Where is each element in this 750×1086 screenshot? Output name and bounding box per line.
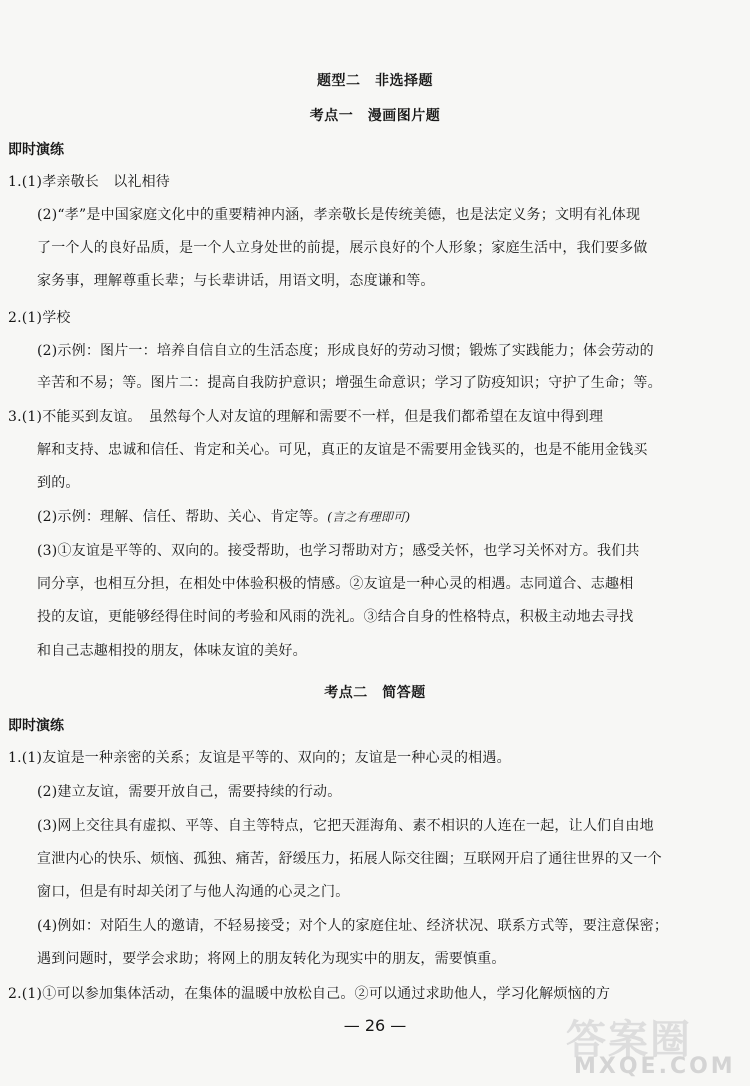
section-heading-2: 考点二 简答题 [324, 685, 426, 701]
page-title: 题型二 非选择题 [317, 73, 433, 89]
practice-label-1: 即时演练 [8, 142, 64, 158]
practice-label-2: 即时演练 [8, 718, 64, 734]
s1-q2-part2-line2: 辛苦和不易；等。图片二：提高自我防护意识；增强生命意识；学习了防疫知识；守护了生命；等。 [37, 375, 662, 391]
watermark-site: MXQE.COM [574, 1054, 736, 1079]
s2-q1-part3-line1: (3)网上交往具有虚拟、平等、自主等特点，它把天涯海角、素不相识的人连在一起，让人们自由地 [37, 818, 654, 834]
s1-q1-part1: 1.(1)孝亲敬长 以礼相待 [8, 174, 170, 190]
s2-q1-part2: (2)建立友谊，需要开放自己，需要持续的行动。 [37, 784, 342, 800]
watermark-glyphs: 答案圈 [566, 1017, 692, 1063]
s2-q1-part3-line3: 窗口，但是有时却关闭了与他人沟通的心灵之门。 [37, 884, 350, 900]
s1-q3-part3-line3: 投的友谊，更能够经得住时间的考验和风雨的洗礼。③结合自身的性格特点，积极主动地去寻找 [37, 609, 634, 625]
s2-q1-part4-line1: (4)例如：对陌生人的邀请，不轻易接受；对个人的家庭住址、经济状况、联系方式等，要注意保密； [37, 918, 669, 934]
s1-q2-part1: 2.(1)学校 [8, 310, 71, 326]
s2-q2-part1-line1: 2.(1)①可以参加集体活动，在集体的温暖中放松自己。②可以通过求助他人，学习化解烦恼的方 [8, 986, 611, 1002]
s1-q3-part1-line3: 到的。 [37, 475, 80, 491]
watermark-logo [560, 1000, 750, 1086]
s1-q1-part2-line3: 家务事，理解尊重长辈；与长辈讲话，用语文明，态度谦和等。 [37, 273, 435, 289]
s1-q3-part2 [37, 506, 410, 528]
s1-q3-part3-line2: 同分享，也相互分担，在相处中体验积极的情感。②友谊是一种心灵的相遇。志同道合、志趣相 [37, 576, 634, 592]
s1-q3-part2-text: (2)示例：理解、信任、帮助、关心、肯定等。 [37, 509, 328, 525]
s2-q1-part4-line2: 遇到问题时，要学会求助；将网上的朋友转化为现实中的朋友，需要慎重。 [37, 951, 506, 967]
s1-q1-part2-line2: 了一个人的良好品质，是一个人立身处世的前提，展示良好的个人形象；家庭生活中，我们要多做 [37, 240, 648, 256]
s1-q3-part3-line4: 和自己志趣相投的朋友，体味友谊的美好。 [37, 643, 307, 659]
s1-q2-part2-line1: (2)示例：图片一：培养自信自立的生活态度；形成良好的劳动习惯；锻炼了实践能力；体会劳动的 [37, 343, 654, 359]
s1-q1-part2-line1: (2)“孝”是中国家庭文化中的重要精神内涵，孝亲敬长是传统美德，也是法定义务；文明有礼体现 [37, 207, 641, 223]
s2-q1-part3-line2: 宣泄内心的快乐、烦恼、孤独、痛苦，舒缓压力，拓展人际交往圈；互联网开启了通往世界的又一个 [37, 851, 662, 867]
page-number: — 26 — [343, 1016, 407, 1035]
s2-q1-part1: 1.(1)友谊是一种亲密的关系；友谊是平等的、双向的；友谊是一种心灵的相遇。 [8, 750, 511, 766]
s1-q3-part3-line1: (3)①友谊是平等的、双向的。接受帮助，也学习帮助对方；感受关怀，也学习关怀对方。我们共 [37, 543, 640, 559]
s1-q3-part2-note: (言之有理即可) [327, 510, 411, 524]
s1-q3-part1-line1: 3.(1)不能买到友谊。 虽然每个人对友谊的理解和需要不一样，但是我们都希望在友谊中得到理 [8, 409, 604, 425]
s1-q3-part1-line2: 解和支持、忠诚和信任、肯定和关心。可见，真正的友谊是不需要用金钱买的，也是不能用金钱买 [37, 442, 648, 458]
section-heading-1: 考点一 漫画图片题 [309, 108, 441, 124]
